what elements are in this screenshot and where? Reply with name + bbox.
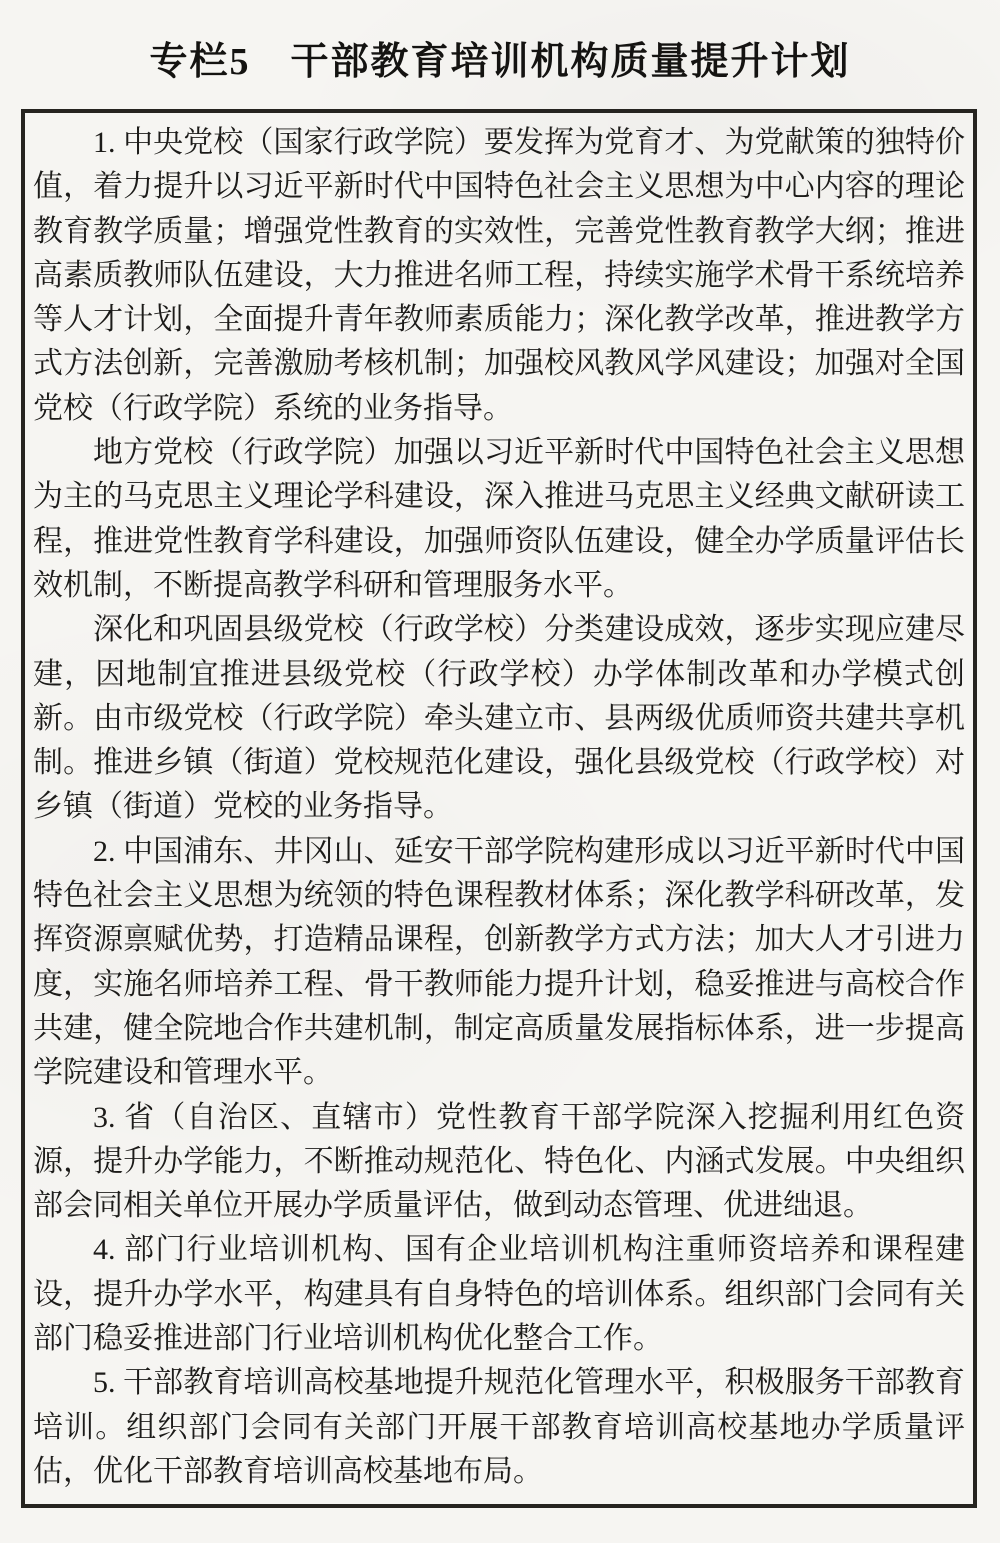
page-title: 专栏5 干部教育培训机构质量提升计划 bbox=[149, 41, 851, 83]
paragraph: 5. 干部教育培训高校基地提升规范化管理水平，积极服务干部教育培训。组织部门会同有关部门开展干部教育培训高校基地办学质量评估，优化干部教育培训高校基地布局。 bbox=[33, 1366, 965, 1488]
paragraph: 1. 中央党校（国家行政学院）要发挥为党育才、为党献策的独特价值，着力提升以习近平新时代中国特色社会主义思想为中心内容的理论教育教学质量；增强党性教育的实效性，完善党性教育教学大纲；推进高素质教师队伍建设，大力推进名师工程，持续实施学术骨干系统培养等人才计划，全面提升青年教师素质能力；深化教学改革，推进教学方式方法创新，完善激励考核机制；加强校风教风学风建设；加强对全国党校（行政学院）系统的业务指导。 bbox=[33, 126, 965, 425]
paragraph: 地方党校（行政学院）加强以习近平新时代中国特色社会主义思想为主的马克思主义理论学科建设，深入推进马克思主义经典文献研读工程，推进党性教育学科建设，加强师资队伍建设，健全办学质量评估长效机制，不断提高教学科研和管理服务水平。 bbox=[33, 436, 965, 602]
box-body bbox=[33, 121, 965, 1494]
paragraph: 2. 中国浦东、井冈山、延安干部学院构建形成以习近平新时代中国特色社会主义思想为统领的特色课程教材体系；深化教学科研改革，发挥资源禀赋优势，打造精品课程，创新教学方式方法；加大人才引进力度，实施名师培养工程、骨干教师能力提升计划，稳妥推进与高校合作共建，健全院地合作共建机制，制定高质量发展指标体系，进一步提高学院建设和管理水平。 bbox=[33, 834, 965, 1090]
paragraph: 3. 省（自治区、直辖市）党性教育干部学院深入挖掘利用红色资源，提升办学能力，不断推动规范化、特色化、内涵式发展。中央组织部会同相关单位开展办学质量评估，做到动态管理、优进绌退。 bbox=[33, 1100, 965, 1223]
paragraph: 4. 部门行业培训机构、国有企业培训机构注重师资培养和课程建设，提升办学水平，构建具有自身特色的培训体系。组织部门会同有关部门稳妥推进部门行业培训机构优化整合工作。 bbox=[33, 1233, 965, 1356]
content-box bbox=[21, 109, 977, 1508]
paragraph: 深化和巩固县级党校（行政学校）分类建设成效，逐步实现应建尽建，因地制宜推进县级党校（行政学校）办学体制改革和办学模式创新。由市级党校（行政学院）牵头建立市、县两级优质师资共建共享机制。推进乡镇（街道）党校规范化建设，强化县级党校（行政学校）对乡镇（街道）党校的业务指导。 bbox=[33, 613, 965, 824]
